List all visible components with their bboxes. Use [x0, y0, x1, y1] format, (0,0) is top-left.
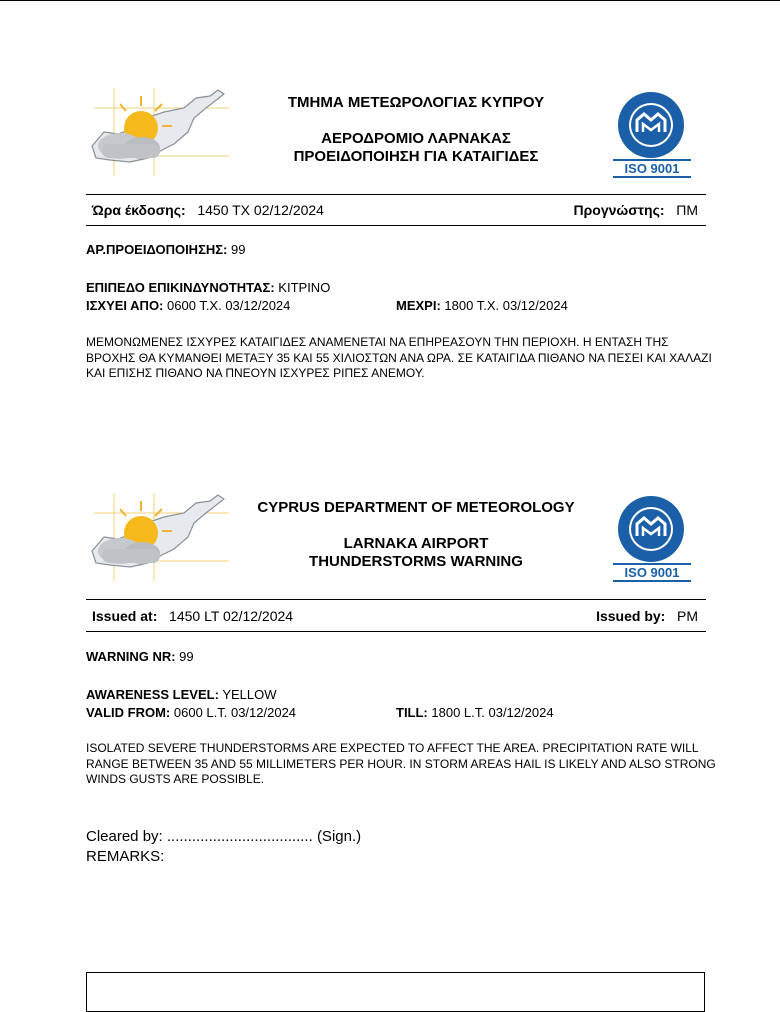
awareness-level-label: ΕΠΙΠΕΔΟ ΕΠΙΚΙΝΔΥΝΟΤΗΤΑΣ: — [86, 280, 275, 295]
valid-till-label: TILL: — [396, 705, 428, 720]
weather-logo-icon — [84, 493, 232, 583]
station-title: ΑΕΡΟΔΡΟΜΙΟ ΛΑΡΝΑΚΑΣ — [321, 130, 511, 147]
iso-label: ISO 9001 — [624, 565, 680, 580]
awareness-level — [86, 687, 277, 702]
warning-text: ISOLATED SEVERE THUNDERSTORMS ARE EXPECTED TO AFFECT THE AREA. PRECIPITATION RATE WILL RANGE BETWEEN 35 AND 55 MILLIMETERS PER HOUR. IN STORM AREAS HAIL IS LIKELY AND ALSO STRONG WINDS GUSTS ARE POSSIBLE. — [86, 741, 716, 786]
divider — [86, 599, 706, 600]
forecaster — [574, 202, 699, 218]
iso-badge-icon — [601, 492, 701, 584]
top-border — [0, 0, 780, 1]
iso-label: ISO 9001 — [624, 161, 680, 176]
valid-from-value: 0600 Τ.Χ. 03/12/2024 — [167, 298, 291, 313]
warning-number-label: WARNING NR: — [86, 649, 176, 664]
issued-value: 1450 ΤΧ 02/12/2024 — [197, 202, 324, 218]
issued-value: 1450 LT 02/12/2024 — [169, 608, 294, 624]
org-title: ΤΜΗΜΑ ΜΕΤΕΩΡΟΛΟΓΙΑΣ ΚΥΠΡΟΥ — [287, 94, 545, 111]
divider — [86, 225, 706, 226]
sign-label: (Sign.) — [316, 828, 362, 845]
footer — [86, 827, 361, 867]
remarks-box — [86, 972, 705, 1012]
valid-from-label: VALID FROM: — [86, 705, 171, 720]
org-title: CYPRUS DEPARTMENT OF METEOROLOGY — [257, 499, 575, 516]
warning-number — [86, 242, 245, 257]
valid-from — [86, 298, 290, 313]
forecaster-value: PM — [677, 608, 698, 624]
valid-till-label: ΜΕΧΡΙ: — [396, 298, 441, 313]
warning-number-label: ΑΡ.ΠΡΟΕΙΔΟΠΟΙΗΣΗΣ: — [86, 242, 228, 257]
awareness-level-value: YELLOW — [222, 687, 277, 702]
station-title: LARNAKA AIRPORT — [343, 535, 489, 552]
forecaster-label: Issued by: — [596, 608, 666, 624]
divider — [86, 631, 706, 632]
issued-at — [92, 202, 324, 218]
cleared-by-label: Cleared by: — [86, 828, 163, 845]
warning-number-value: 99 — [231, 242, 246, 257]
divider — [86, 194, 706, 195]
issued-label: Issued at: — [92, 608, 158, 624]
warning-type-title: THUNDERSTORMS WARNING — [309, 553, 523, 570]
warning-number-value: 99 — [179, 649, 194, 664]
issued-at — [92, 608, 293, 624]
valid-till-value: 1800 L.T. 03/12/2024 — [431, 705, 554, 720]
valid-from-label: ΙΣΧΥΕΙ ΑΠΟ: — [86, 298, 164, 313]
warning-number — [86, 649, 194, 664]
cleared-by-line — [86, 827, 361, 847]
valid-from — [86, 705, 296, 720]
weather-logo-icon — [84, 88, 232, 178]
issued-label: Ώρα έκδοσης: — [92, 202, 186, 218]
remarks-label: REMARKS: — [86, 848, 165, 865]
warning-type-title: ΠΡΟΕΙΔΟΠΟΙΗΣΗ ΓΙΑ ΚΑΤΑΙΓΙΔΕΣ — [293, 148, 539, 165]
valid-from-value: 0600 L.T. 03/12/2024 — [173, 705, 297, 720]
forecaster-value: ΠΜ — [676, 202, 698, 218]
awareness-level-label: AWARENESS LEVEL: — [86, 687, 219, 702]
warning-text: ΜΕΜΟΝΩΜΕΝΕΣ ΙΣΧΥΡΕΣ ΚΑΤΑΙΓΙΔΕΣ ΑΝΑΜΕΝΕΤΑΙ ΝΑ ΕΠΗΡΕΑΣΟΥΝ ΤΗΝ ΠΕΡΙΟΧΗ. Η ΕΝΤΑΣΗ ΤΗΣ ΒΡΟΧΗΣ ΘΑ ΚΥΜΑΝΘΕΙ ΜΕΤΑΞΥ 35 ΚΑΙ 55 ΧΙΛΙΟΣΤΩΝ ΑΝΑ ΩΡΑ. ΣΕ ΚΑΤΑΙΓΙΔΑ ΠΙΘΑΝΟ ΝΑ ΠΕΣΕΙ ΚΑΙ ΧΑΛΑΖΙ ΚΑΙ ΕΠΙΣΗΣ ΠΙΘΑΝΟ ΝΑ ΠΝΕΟΥΝ ΙΣΧΥΡΕΣ ΡΙΠΕΣ ΑΝΕΜΟΥ. — [86, 335, 712, 380]
header-titles — [232, 94, 600, 166]
awareness-level — [86, 280, 330, 295]
iso-badge-icon — [601, 88, 701, 180]
awareness-level-value: ΚΙΤΡΙΝΟ — [278, 280, 331, 295]
cleared-by-dots: ................................... — [166, 828, 313, 845]
forecaster — [596, 608, 698, 624]
forecaster-label: Προγνώστης: — [573, 202, 665, 218]
valid-till-value: 1800 Τ.Χ. 03/12/2024 — [444, 298, 568, 313]
valid-till — [396, 298, 568, 313]
valid-till — [396, 705, 554, 720]
header-titles — [232, 499, 600, 571]
